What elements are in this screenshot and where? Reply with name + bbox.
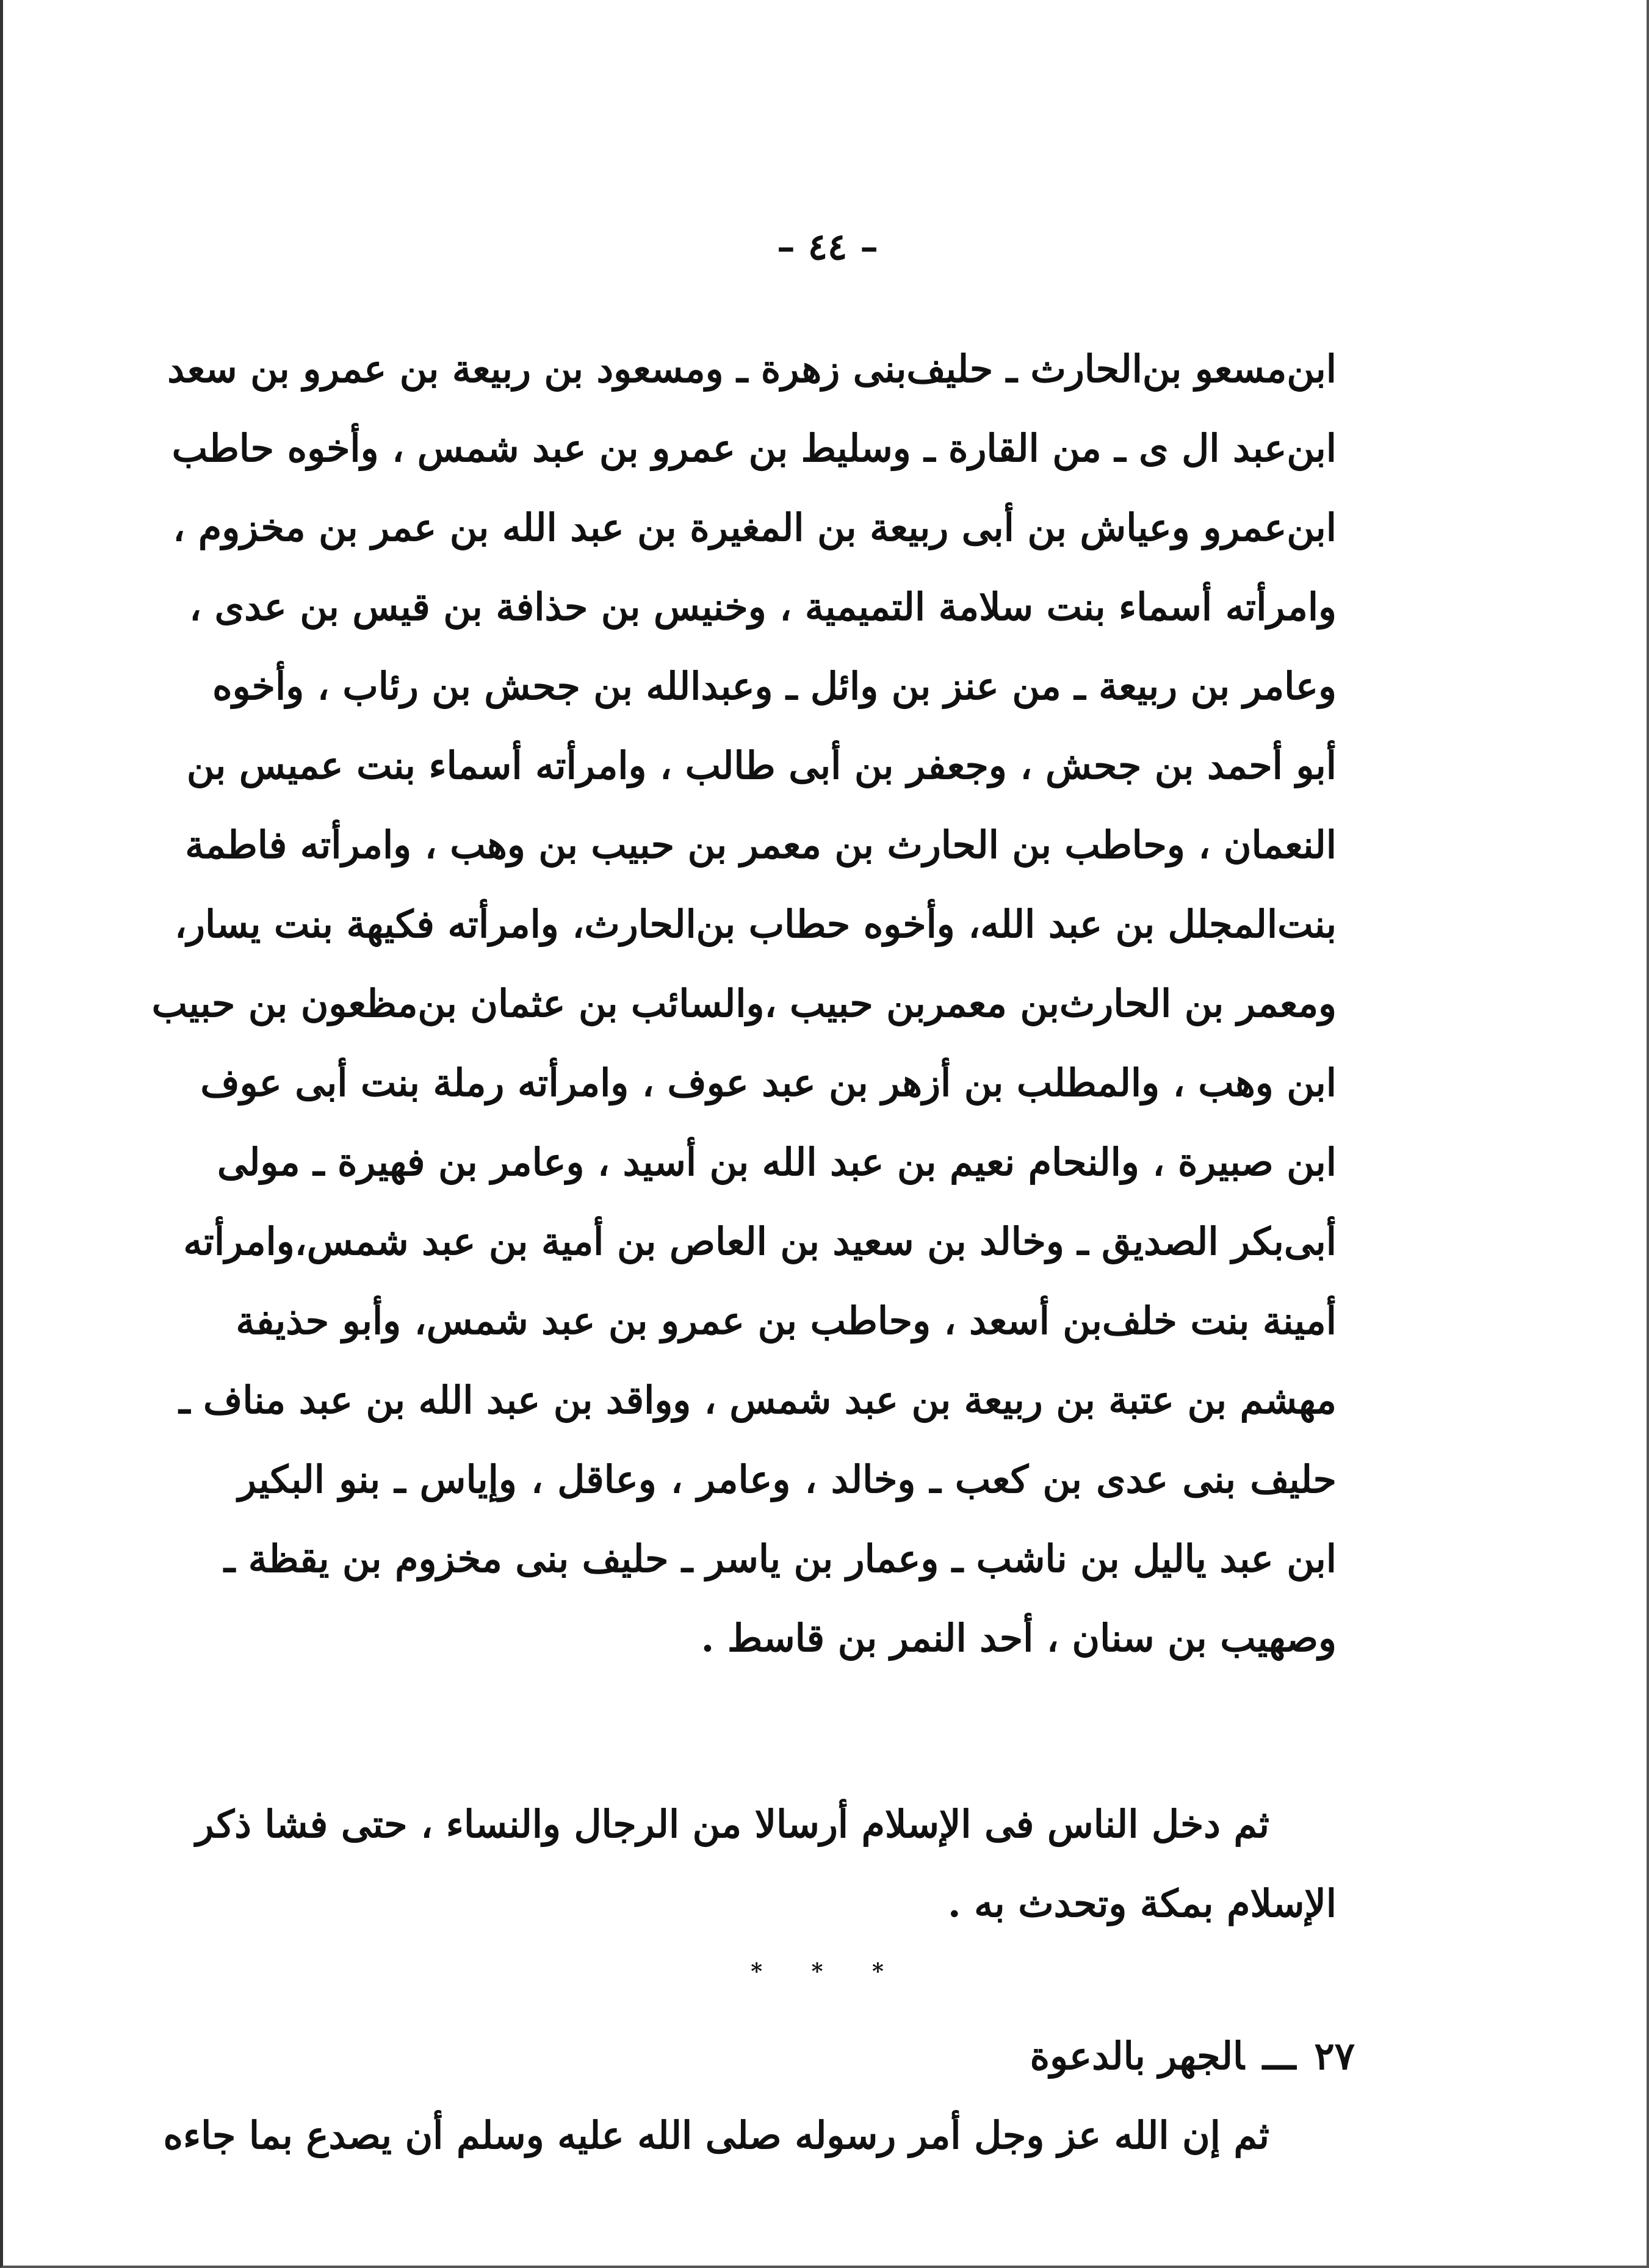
text-line: ابن‌عبد ال ى ـ من القارة ـ وسليط بن عمرو بن عبد شمس ، وأخوه حاطب: [171, 426, 1337, 470]
text-line: أبى‌بكر الصديق ـ وخالد بن سعيد بن العاص بن أمية بن عبد شمس،وامرأته: [183, 1219, 1337, 1264]
text-line: حليف بنى عدى بن كعب ـ وخالد ، وعامر ، وعاقل ، وإياس ـ بنو البكير: [238, 1457, 1337, 1502]
text-line: ابن عبد ياليل بن ناشب ـ وعمار بن ياسر ـ حليف بنى مخزوم بن يقظة ـ: [223, 1536, 1337, 1581]
text-line: ثم دخل الناس فى الإسلام أرسالا من الرجال والنساء ، حتى فشا ذكر: [195, 1802, 1269, 1846]
text-line: مهشم بن عتبة بن ربيعة بن عبد شمس ، وواقد بن عبد الله بن عبد مناف ـ: [179, 1378, 1337, 1422]
text-line: وعامر بن ربيعة ـ من عنز بن وائل ـ وعبدالله بن جحش بن رئاب ، وأخوه: [212, 664, 1337, 708]
text-line: ابن صبيرة ، والنحام نعيم بن عبد الله بن أسيد ، وعامر بن فهيرة ـ مولى: [217, 1140, 1337, 1184]
text-line: وامرأته أسماء بنت سلامة التميمية ، وخنيس بن حذافة بن قيس بن عدى ،: [189, 585, 1337, 629]
text-line: ومعمر بن الحارث‌بن معمر‌بن حبيب ،والسائب بن عثمان بن‌مظعون بن حبيب: [151, 981, 1337, 1026]
paragraph-spread-of-islam: [195, 1785, 1337, 1943]
section-heading: [238, 2026, 1355, 2087]
text-line: ابن وهب ، والمطلب بن أزهر بن عبد عوف ، وامرأته رملة بنت أبى عوف: [200, 1060, 1337, 1105]
text-line: ثم إن الله عز وجل أمر رسوله صلى الله عليه وسلم أن يصدع بما جاءه: [163, 2113, 1269, 2158]
paragraph-public-call: [163, 2096, 1337, 2175]
section-separator: * * *: [751, 1959, 904, 1984]
text-line: النعمان ، وحاطب بن الحارث بن معمر بن حبيب بن وهب ، وامرأته فاطمة: [185, 823, 1337, 867]
text-line: أمينة بنت خلف‌بن أسعد ، وحاطب بن عمرو بن عبد شمس، وأبو حذيفة: [236, 1298, 1337, 1343]
page-number: – ٤٤ –: [776, 226, 879, 268]
text-line: ابن‌عمرو وعياش بن أبى ربيعة بن المغيرة بن عبد الله بن عمر بن مخزوم ،: [173, 505, 1337, 550]
paragraph-companions-list: [151, 329, 1337, 1678]
text-line: وصهيب بن سنان ، أحد النمر بن قاسط .: [701, 1616, 1337, 1660]
text-line: أبو أحمد بن جحش ، وجعفر بن أبى طالب ، وامرأته أسماء بنت عميس بن: [186, 743, 1337, 788]
text-line: ابن‌مسعو بن‌الحارث ـ حليف‌بنى زهرة ـ ومسعود بن ربيعة بن عمرو بن سعد: [167, 347, 1337, 391]
section-title: الجهر بالدعوة: [1030, 2034, 1244, 2078]
section-number: ٢٧: [1314, 2034, 1355, 2078]
text-line: الإسلام بمكة وتحدث به .: [947, 1881, 1337, 1926]
text-line: بنت‌المجلل بن عبد الله، وأخوه حطاب بن‌الحارث، وامرأته فكيهة بنت يسار،: [175, 902, 1337, 946]
section-dash: ـــ: [1262, 2034, 1296, 2078]
